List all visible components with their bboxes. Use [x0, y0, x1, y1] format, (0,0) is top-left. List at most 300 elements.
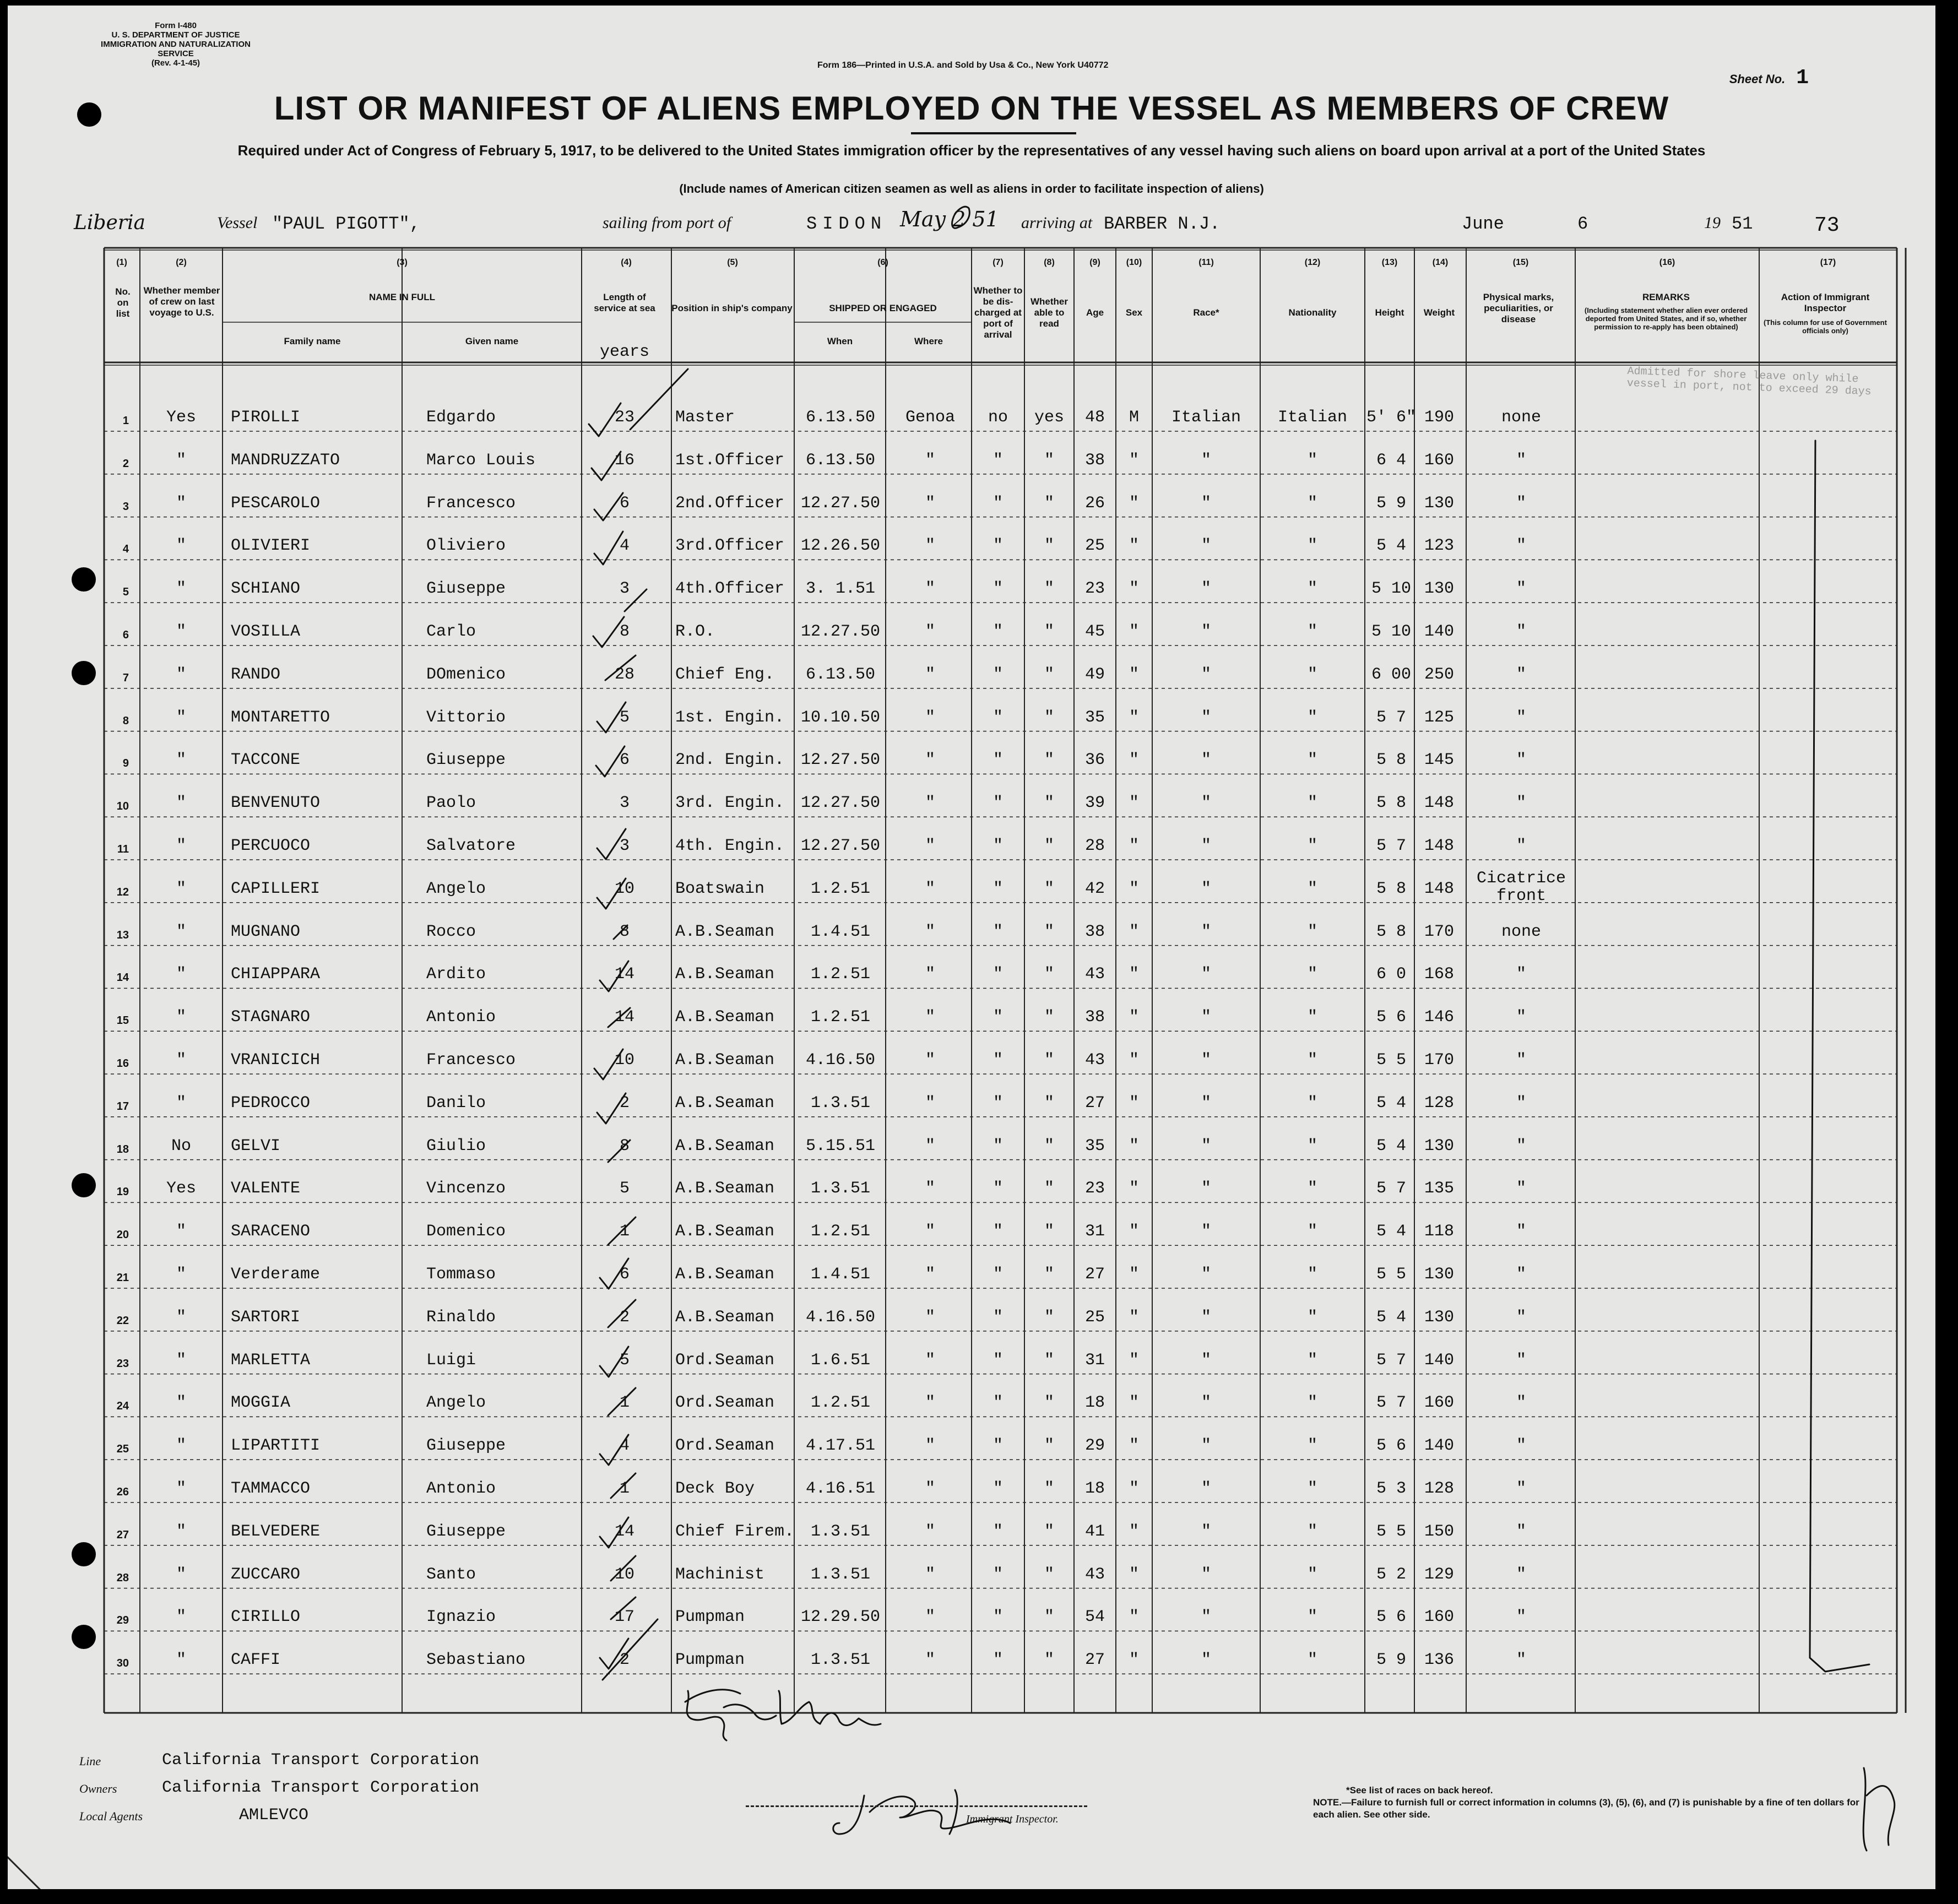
- family-name-cell: GELVI: [231, 1136, 281, 1156]
- physical-marks-cell: ": [1516, 622, 1526, 641]
- service-years-cell: 2: [619, 1308, 630, 1327]
- weight-cell: 118: [1424, 1222, 1454, 1241]
- row-number: 4: [122, 543, 129, 556]
- nationality-cell: ": [1307, 837, 1317, 855]
- physical-marks-cell: ": [1516, 965, 1526, 984]
- given-name-cell: Angelo: [426, 879, 486, 898]
- row-number: 1: [122, 415, 129, 427]
- given-name-cell: DOmenico: [426, 665, 506, 684]
- race-cell: ": [1201, 1565, 1211, 1584]
- sex-cell: ": [1129, 1436, 1139, 1456]
- position-cell: Deck Boy: [675, 1479, 755, 1498]
- given-name-cell: Vittorio: [426, 708, 506, 727]
- family-name-cell: MANDRUZZATO: [231, 451, 340, 470]
- age-cell: 31: [1084, 1222, 1105, 1241]
- age-cell: 25: [1084, 1308, 1105, 1327]
- prev-voyage-cell: No: [171, 1136, 191, 1156]
- position-cell: 4th.Officer: [675, 579, 785, 599]
- arrival-month: June: [1462, 214, 1504, 234]
- prev-voyage-cell: ": [176, 751, 186, 770]
- year-prefix: 19: [1704, 214, 1721, 232]
- age-cell: 23: [1084, 579, 1105, 599]
- able-to-read-cell: ": [1044, 1093, 1054, 1113]
- race-cell: ": [1201, 1608, 1211, 1627]
- sex-cell: ": [1129, 536, 1139, 556]
- sailing-label: sailing from port of: [603, 214, 731, 232]
- departure-date-handwritten: May 2 51: [900, 207, 999, 231]
- able-to-read-cell: ": [1044, 1565, 1054, 1584]
- able-to-read-cell: ": [1044, 1051, 1054, 1070]
- column-number: (11): [1198, 258, 1214, 267]
- physical-marks-cell: ": [1516, 1265, 1526, 1284]
- service-years-cell: 6: [619, 493, 630, 513]
- sex-cell: ": [1129, 1651, 1139, 1670]
- age-cell: 45: [1084, 622, 1105, 641]
- header-read: Whether able to read: [1030, 296, 1068, 329]
- nationality-cell: ": [1307, 665, 1317, 684]
- shipped-when-cell: 12.29.50: [800, 1608, 881, 1627]
- prev-voyage-cell: ": [176, 451, 186, 470]
- shipped-when-cell: 5.15.51: [805, 1136, 876, 1156]
- sex-cell: ": [1129, 1350, 1139, 1370]
- physical-marks-cell: ": [1516, 1522, 1526, 1541]
- shipped-where-cell: ": [925, 1265, 935, 1284]
- race-cell: ": [1201, 1651, 1211, 1670]
- race-cell: ": [1201, 1479, 1211, 1498]
- header-prev-voyage: Whether member of crew on last voyage to U.S.: [143, 285, 220, 318]
- discharged-cell: ": [992, 1265, 1003, 1284]
- able-to-read-cell: ": [1044, 837, 1054, 855]
- prev-voyage-cell: ": [176, 1651, 186, 1670]
- row-number: 15: [116, 1015, 129, 1027]
- race-cell: ": [1201, 1436, 1211, 1456]
- able-to-read-cell: ": [1044, 1350, 1054, 1370]
- sheet-number: Sheet No. 1: [1729, 66, 1809, 90]
- weight-cell: 170: [1424, 1051, 1454, 1070]
- weight-cell: 123: [1424, 536, 1454, 556]
- position-cell: A.B.Seaman: [675, 1179, 775, 1198]
- discharged-cell: ": [992, 1608, 1003, 1627]
- discharged-cell: ": [992, 1651, 1003, 1670]
- shipped-where-cell: ": [925, 1522, 935, 1541]
- shipped-where-cell: ": [925, 579, 935, 599]
- discharged-cell: ": [992, 1136, 1003, 1156]
- year-suffix: 51: [1732, 214, 1753, 234]
- row-number: 10: [116, 800, 129, 813]
- weight-cell: 128: [1424, 1479, 1454, 1498]
- height-cell: 5 2: [1376, 1565, 1406, 1584]
- prev-voyage-cell: ": [176, 1008, 186, 1027]
- prev-voyage-cell: ": [176, 1350, 186, 1370]
- position-cell: 2nd.Officer: [675, 493, 785, 513]
- prev-voyage-cell: ": [176, 1265, 186, 1284]
- physical-marks-cell: ": [1516, 1051, 1526, 1070]
- position-cell: A.B.Seaman: [675, 1308, 775, 1327]
- race-cell: Italian: [1171, 408, 1241, 427]
- header-inspector: Action of Immigrant Inspector: [1781, 292, 1870, 313]
- header-race: Race*: [1193, 307, 1219, 318]
- prev-voyage-cell: Yes: [166, 408, 196, 427]
- physical-marks-cell: ": [1516, 1008, 1526, 1027]
- sex-cell: ": [1129, 493, 1139, 513]
- shipped-where-cell: ": [925, 1350, 935, 1370]
- row-number: 5: [122, 586, 129, 599]
- sex-cell: ": [1129, 1093, 1139, 1113]
- stamp-number: 73: [1814, 214, 1840, 237]
- race-cell: ": [1201, 665, 1211, 684]
- weight-cell: 128: [1424, 1093, 1454, 1113]
- row-number: 8: [122, 714, 129, 727]
- able-to-read-cell: ": [1044, 1479, 1054, 1498]
- service-years-cell: 1: [619, 1393, 630, 1413]
- prev-voyage-cell: ": [176, 708, 186, 727]
- column-number: (4): [621, 258, 632, 267]
- able-to-read-cell: ": [1044, 493, 1054, 513]
- sex-cell: ": [1129, 1136, 1139, 1156]
- sex-cell: ": [1129, 1522, 1139, 1541]
- height-cell: 5 7: [1376, 1393, 1406, 1413]
- race-cell: ": [1201, 922, 1211, 941]
- nationality-cell: ": [1307, 1308, 1317, 1327]
- row-number: 7: [122, 671, 129, 684]
- shipped-when-cell: 1.2.51: [810, 965, 871, 984]
- service-years-cell: 17: [614, 1608, 634, 1627]
- shipped-where-cell: ": [925, 1393, 935, 1413]
- column-number: (12): [1304, 258, 1321, 267]
- nationality-cell: ": [1307, 622, 1317, 641]
- printer-note: Form 186—Printed in U.S.A. and Sold by Usa & Co., New York U40772: [817, 61, 1109, 70]
- given-name-cell: Giuseppe: [426, 1436, 506, 1456]
- sex-cell: ": [1129, 1393, 1139, 1413]
- height-cell: 5 4: [1376, 1136, 1406, 1156]
- able-to-read-cell: ": [1044, 536, 1054, 556]
- physical-marks-cell: ": [1516, 1565, 1526, 1584]
- shipped-when-cell: 1.2.51: [810, 1393, 871, 1413]
- position-cell: Ord.Seaman: [675, 1393, 775, 1413]
- age-cell: 38: [1084, 451, 1105, 470]
- position-cell: A.B.Seaman: [675, 1222, 775, 1241]
- shipped-where-cell: ": [925, 751, 935, 770]
- physical-marks-cell: none: [1501, 408, 1541, 427]
- inspector-signature-line: [746, 1805, 1087, 1807]
- sex-cell: ": [1129, 451, 1139, 470]
- shipped-when-cell: 1.3.51: [810, 1565, 871, 1584]
- header-when: When: [827, 336, 853, 346]
- row-number: 17: [116, 1100, 129, 1113]
- given-name-cell: Marco Louis: [426, 451, 536, 470]
- shipped-where-cell: ": [925, 1565, 935, 1584]
- height-cell: 5 5: [1376, 1522, 1406, 1541]
- header-age: Age: [1086, 307, 1104, 318]
- height-cell: 5 10: [1371, 579, 1411, 599]
- nationality-cell: Italian: [1277, 408, 1348, 427]
- header-position: Position in ship's company: [671, 303, 793, 313]
- nationality-cell: ": [1307, 1051, 1317, 1070]
- shipped-where-cell: ": [925, 879, 935, 898]
- family-name-cell: CAPILLERI: [231, 879, 321, 898]
- age-cell: 48: [1084, 408, 1105, 427]
- nationality-cell: ": [1307, 1179, 1317, 1198]
- height-cell: 5 8: [1376, 751, 1406, 770]
- shipped-where-cell: ": [925, 1136, 935, 1156]
- given-name-cell: Luigi: [426, 1350, 476, 1370]
- column-number: (2): [176, 258, 187, 267]
- position-cell: A.B.Seaman: [675, 1051, 775, 1070]
- shipped-when-cell: 1.2.51: [810, 879, 871, 898]
- race-cell: ": [1201, 536, 1211, 556]
- nationality-cell: ": [1307, 451, 1317, 470]
- age-cell: 35: [1084, 708, 1105, 727]
- prev-voyage-cell: ": [176, 1222, 186, 1241]
- physical-marks-cell: ": [1516, 1436, 1526, 1456]
- discharged-cell: ": [992, 1051, 1003, 1070]
- service-years-cell: 14: [614, 1008, 634, 1027]
- column-number: (5): [727, 258, 738, 267]
- height-cell: 5 7: [1376, 1350, 1406, 1370]
- service-years-cell: 16: [614, 451, 634, 470]
- height-cell: 6 0: [1376, 965, 1406, 984]
- nationality-cell: ": [1307, 1136, 1317, 1156]
- discharged-cell: ": [992, 708, 1003, 727]
- shipped-where-cell: ": [925, 493, 935, 513]
- service-years-cell: 6: [619, 751, 630, 770]
- vessel-name: "PAUL PIGOTT",: [272, 214, 420, 234]
- header-where: Where: [914, 336, 943, 346]
- family-name-cell: SCHIANO: [231, 579, 301, 599]
- shipped-where-cell: ": [925, 665, 935, 684]
- shipped-where-cell: ": [925, 1651, 935, 1670]
- discharged-cell: ": [992, 794, 1003, 813]
- age-cell: 27: [1084, 1093, 1105, 1113]
- weight-cell: 250: [1424, 665, 1454, 684]
- shipped-when-cell: 4.16.50: [805, 1308, 876, 1327]
- prev-voyage-cell: ": [176, 922, 186, 941]
- position-cell: Machinist: [675, 1565, 765, 1584]
- manifest-sheet: [8, 6, 1935, 1889]
- header-service-unit: years: [599, 343, 649, 361]
- footer-owners: Owners California Transport Corporation: [79, 1778, 480, 1797]
- nationality-cell: ": [1307, 1008, 1317, 1027]
- shipped-where-cell: ": [925, 1608, 935, 1627]
- arrival-day: 6: [1577, 214, 1588, 234]
- weight-cell: 146: [1424, 1008, 1454, 1027]
- weight-cell: 130: [1424, 493, 1454, 513]
- sex-cell: ": [1129, 879, 1139, 898]
- requirement-text: Required under Act of Congress of February 5, 1917, to be delivered to the United States immigration officer by the representatives of any vessel having such aliens on board upon arrival at a port of the United States: [237, 142, 1706, 159]
- physical-marks-cell: ": [1516, 837, 1526, 855]
- prev-voyage-cell: ": [176, 493, 186, 513]
- given-name-cell: Francesco: [426, 1051, 516, 1070]
- given-name-cell: Sebastiano: [426, 1651, 526, 1670]
- height-cell: 5 4: [1376, 1093, 1406, 1113]
- given-name-cell: Rinaldo: [426, 1308, 496, 1327]
- able-to-read-cell: ": [1044, 579, 1054, 599]
- able-to-read-cell: ": [1044, 1436, 1054, 1456]
- discharged-cell: ": [992, 1179, 1003, 1198]
- height-cell: 5' 6": [1366, 408, 1416, 427]
- header-sex: Sex: [1125, 307, 1143, 318]
- sex-cell: ": [1129, 1222, 1139, 1241]
- position-cell: 2nd. Engin.: [675, 751, 785, 770]
- family-name-cell: PIROLLI: [231, 408, 301, 427]
- able-to-read-cell: ": [1044, 965, 1054, 984]
- age-cell: 49: [1084, 665, 1105, 684]
- weight-cell: 160: [1424, 451, 1454, 470]
- weight-cell: 148: [1424, 794, 1454, 813]
- race-cell: ": [1201, 1308, 1211, 1327]
- given-name-cell: Rocco: [426, 922, 476, 941]
- height-cell: 5 8: [1376, 794, 1406, 813]
- shipped-where-cell: ": [925, 1093, 935, 1113]
- age-cell: 35: [1084, 1136, 1105, 1156]
- shipped-when-cell: 6.13.50: [805, 408, 876, 427]
- inspector-label: Immigrant Inspector.: [966, 1813, 1059, 1825]
- header-nationality: Nationality: [1288, 307, 1337, 318]
- height-cell: 5 3: [1376, 1479, 1406, 1498]
- family-name-cell: SARACENO: [231, 1222, 311, 1241]
- able-to-read-cell: ": [1044, 1008, 1054, 1027]
- race-cell: ": [1201, 1093, 1211, 1113]
- family-name-cell: PERCUOCO: [231, 837, 311, 855]
- sex-cell: ": [1129, 1051, 1139, 1070]
- position-cell: Pumpman: [675, 1651, 745, 1670]
- shipped-where-cell: ": [925, 1222, 935, 1241]
- nationality-cell: ": [1307, 1393, 1317, 1413]
- header-service: Length of service at sea: [594, 292, 655, 313]
- family-name-cell: TAMMACCO: [231, 1479, 311, 1498]
- physical-marks-cell: ": [1516, 1136, 1526, 1156]
- race-cell: ": [1201, 579, 1211, 599]
- shipped-where-cell: ": [925, 837, 935, 855]
- physical-marks-cell: ": [1516, 1608, 1526, 1627]
- header-no: No. on list: [115, 286, 131, 319]
- able-to-read-cell: ": [1044, 1522, 1054, 1541]
- weight-cell: 168: [1424, 965, 1454, 984]
- nationality-cell: ": [1307, 1436, 1317, 1456]
- weight-cell: 160: [1424, 1393, 1454, 1413]
- able-to-read-cell: ": [1044, 1179, 1054, 1198]
- discharged-cell: ": [992, 879, 1003, 898]
- given-name-cell: Giulio: [426, 1136, 486, 1156]
- nationality-cell: ": [1307, 965, 1317, 984]
- age-cell: 27: [1084, 1265, 1105, 1284]
- able-to-read-cell: ": [1044, 1136, 1054, 1156]
- prev-voyage-cell: ": [176, 622, 186, 641]
- age-cell: 54: [1084, 1608, 1105, 1627]
- header-discharged: Whether to be dis-charged at port of arrival: [973, 285, 1023, 340]
- given-name-cell: Paolo: [426, 794, 476, 813]
- sex-cell: ": [1129, 1008, 1139, 1027]
- column-number: (8): [1044, 258, 1055, 267]
- height-cell: 5 7: [1376, 837, 1406, 855]
- nationality-cell: ": [1307, 922, 1317, 941]
- prev-voyage-cell: ": [176, 1093, 186, 1113]
- family-name-cell: PEDROCCO: [231, 1093, 311, 1113]
- physical-marks-cell: ": [1516, 794, 1526, 813]
- row-number: 3: [122, 500, 129, 513]
- header-family-name: Family name: [284, 336, 341, 346]
- prev-voyage-cell: ": [176, 1522, 186, 1541]
- age-cell: 29: [1084, 1436, 1105, 1456]
- discharged-cell: ": [992, 1008, 1003, 1027]
- given-name-cell: Santo: [426, 1565, 476, 1584]
- age-cell: 28: [1084, 837, 1105, 855]
- able-to-read-cell: ": [1044, 879, 1054, 898]
- nationality-cell: ": [1307, 1222, 1317, 1241]
- discharged-cell: ": [992, 622, 1003, 641]
- discharged-cell: ": [992, 1093, 1003, 1113]
- position-cell: A.B.Seaman: [675, 1093, 775, 1113]
- height-cell: 5 8: [1376, 879, 1406, 898]
- discharged-cell: ": [992, 665, 1003, 684]
- include-note: (Include names of American citizen seamen as well as aliens in order to facilitate inspection of aliens): [679, 182, 1264, 196]
- race-cell: ": [1201, 1008, 1211, 1027]
- weight-cell: 170: [1424, 922, 1454, 941]
- shipped-when-cell: 6.13.50: [805, 451, 876, 470]
- shipped-when-cell: 12.27.50: [800, 493, 881, 513]
- height-cell: 5 6: [1376, 1608, 1406, 1627]
- row-number: 25: [116, 1443, 129, 1456]
- race-cell: ": [1201, 794, 1211, 813]
- row-number: 20: [116, 1229, 129, 1241]
- shipped-where-cell: ": [925, 922, 935, 941]
- family-name-cell: STAGNARO: [231, 1008, 311, 1027]
- shipped-when-cell: 12.27.50: [800, 622, 881, 641]
- service-years-cell: 23: [614, 408, 634, 427]
- race-cell: ": [1201, 1222, 1211, 1241]
- able-to-read-cell: ": [1044, 665, 1054, 684]
- sex-cell: ": [1129, 708, 1139, 727]
- prev-voyage-cell: ": [176, 965, 186, 984]
- prev-voyage-cell: ": [176, 1051, 186, 1070]
- service-years-cell: 28: [614, 665, 634, 684]
- discharged-cell: ": [992, 579, 1003, 599]
- nationality-cell: ": [1307, 536, 1317, 556]
- shipped-when-cell: 1.4.51: [810, 922, 871, 941]
- shipped-when-cell: 1.2.51: [810, 1222, 871, 1241]
- family-name-cell: CIRILLO: [231, 1608, 301, 1627]
- physical-marks-cell: ": [1516, 1093, 1526, 1113]
- weight-cell: 140: [1424, 1436, 1454, 1456]
- family-name-cell: BELVEDERE: [231, 1522, 321, 1541]
- weight-cell: 140: [1424, 1350, 1454, 1370]
- nationality-cell: ": [1307, 493, 1317, 513]
- service-years-cell: 5: [619, 1179, 630, 1198]
- family-name-cell: CHIAPPARA: [231, 965, 321, 984]
- nationality-cell: ": [1307, 1565, 1317, 1584]
- discharged-cell: ": [992, 1222, 1003, 1241]
- race-cell: ": [1201, 1265, 1211, 1284]
- given-name-cell: Carlo: [426, 622, 476, 641]
- given-name-cell: Francesco: [426, 493, 516, 513]
- position-cell: R.O.: [675, 622, 715, 641]
- race-cell: ": [1201, 1350, 1211, 1370]
- column-number: (15): [1512, 258, 1529, 267]
- physical-marks-cell: ": [1516, 536, 1526, 556]
- service-years-cell: 1: [619, 1479, 630, 1498]
- discharged-cell: ": [992, 1436, 1003, 1456]
- height-cell: 5 5: [1376, 1265, 1406, 1284]
- weight-cell: 148: [1424, 837, 1454, 855]
- able-to-read-cell: ": [1044, 1608, 1054, 1627]
- column-number: (10): [1126, 258, 1142, 267]
- discharged-cell: ": [992, 451, 1003, 470]
- row-number: 19: [116, 1186, 129, 1198]
- arrival-port: BARBER N.J.: [1104, 214, 1221, 234]
- shipped-where-cell: ": [925, 1008, 935, 1027]
- given-name-cell: Domenico: [426, 1222, 506, 1241]
- sex-cell: ": [1129, 1479, 1139, 1498]
